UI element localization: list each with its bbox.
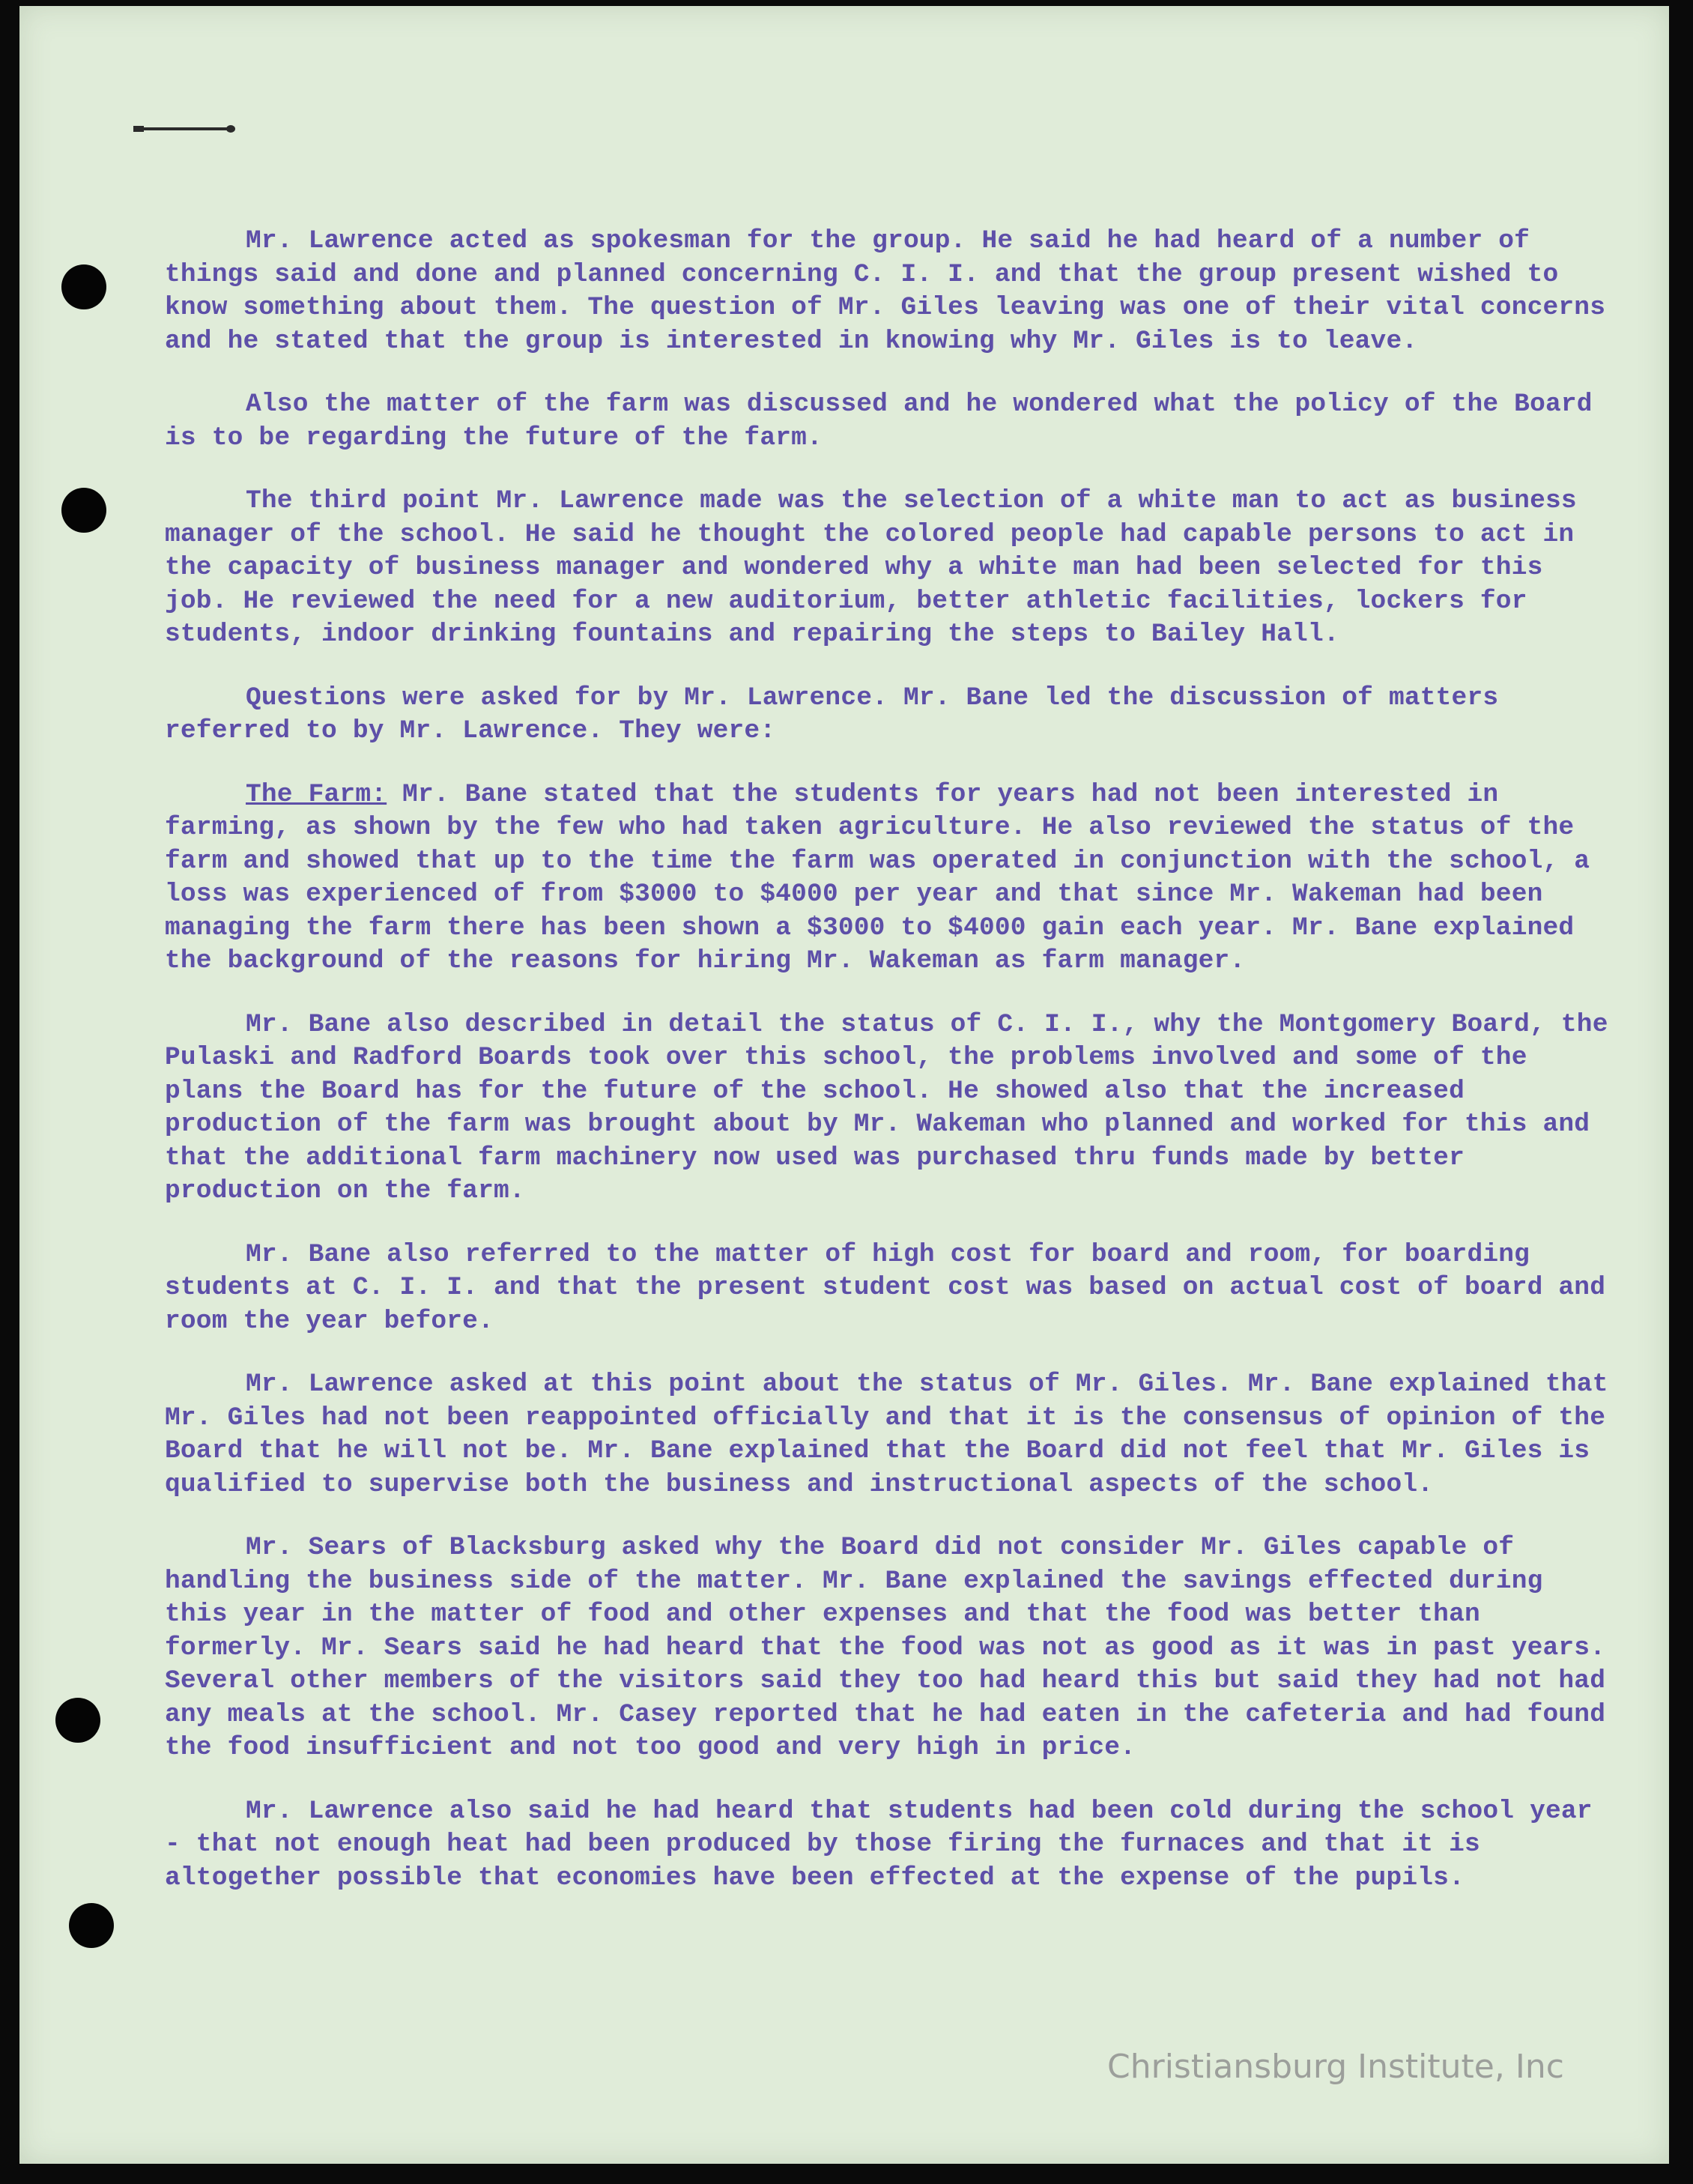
ink-mark-line [133,127,231,130]
farm-heading: The Farm: [246,779,387,809]
paragraph-9: Mr. Sears of Blacksburg asked why the Board did not consider Mr. Giles capable of handling the business side of the matter. Mr. Bane explained the savings effected during this year in the matter of food and other expenses and that the food was better than formerly. Mr. Sears said he had heard that the food was not as good as it was in past years. Several other members of the visitors said they too had heard this but said they had not had any meals at the school. Mr. Casey reported that he had eaten in the cafeteria and had found the food insufficient and not too good and very high in price. [165,1533,1606,1762]
hole-punch-4 [69,1903,114,1948]
hole-punch-1 [61,264,106,309]
hole-punch-2 [61,488,106,533]
paragraph-7: Mr. Bane also referred to the matter of high cost for board and room, for boarding students at C. I. I. and that the present student cost was based on actual cost of board and room the year before. [165,1239,1606,1336]
farm-text: Mr. Bane stated that the students for years had not been interested in farming, as shown by the few who had taken agriculture. He also reviewed the status of the farm and showed that up to the time the farm was operated in conjunction with the school, a loss was experienced of from $3000 to $4000 per year and that since Mr. Wakeman had been managing the farm there has been shown a $3000 to $4000 gain each year. Mr. Bane explained the background of the reasons for hiring Mr. Wakeman as farm manager. [165,779,1590,975]
paragraph-6: Mr. Bane also described in detail the status of C. I. I., why the Montgomery Board, the Pulaski and Radford Boards took over this school, the problems involved and some of the plans the Board has for the future of the school. He showed also that the increased production of the farm was brought about by Mr. Wakeman who planned and worked for this and that the additional farm machinery now used was purchased thru funds made by better production on the farm. [165,1009,1608,1206]
watermark: Christiansburg Institute, Inc [1107,2048,1564,2086]
paragraph-4: Questions were asked for by Mr. Lawrence. Mr. Bane led the discussion of matters referred to by Mr. Lawrence. They were: [165,683,1499,745]
paragraph-3: The third point Mr. Lawrence made was the selection of a white man to act as business manager of the school. He said he thought the colored people had capable persons to act in the capacity of business manager and wondered why a white man had been selected for this job. He reviewed the need for a new auditorium, better athletic facilities, lockers for students, indoor drinking fountains and repairing the steps to Bailey Hall. [165,486,1577,649]
paragraph-farm [165,778,1611,978]
paragraph-10: Mr. Lawrence also said he had heard that students had been cold during the school year - that not enough heat had been produced by those firing the furnaces and that it is altogether possible that economies have been effected at the expense of the pupils. [165,1796,1593,1893]
paragraph-2: Also the matter of the farm was discussed and he wondered what the policy of the Board is to be regarding the future of the farm. [165,390,1593,453]
hole-punch-3 [55,1698,100,1743]
document-body [165,225,1611,1925]
paragraph-8: Mr. Lawrence asked at this point about the status of Mr. Giles. Mr. Bane explained that Mr. Giles had not been reappointed officially and that it is the consensus of opinion of the Board that he will not be. Mr. Bane explained that the Board did not feel that Mr. Giles is qualified to supervise both the business and instructional aspects of the school. [165,1370,1608,1499]
paragraph-1: Mr. Lawrence acted as spokesman for the group. He said he had heard of a number of things said and done and planned concerning C. I. I. and that the group present wished to know something about them. The question of Mr. Giles leaving was one of their vital concerns and he stated that the group is interested in knowing why Mr. Giles is to leave. [165,226,1606,356]
